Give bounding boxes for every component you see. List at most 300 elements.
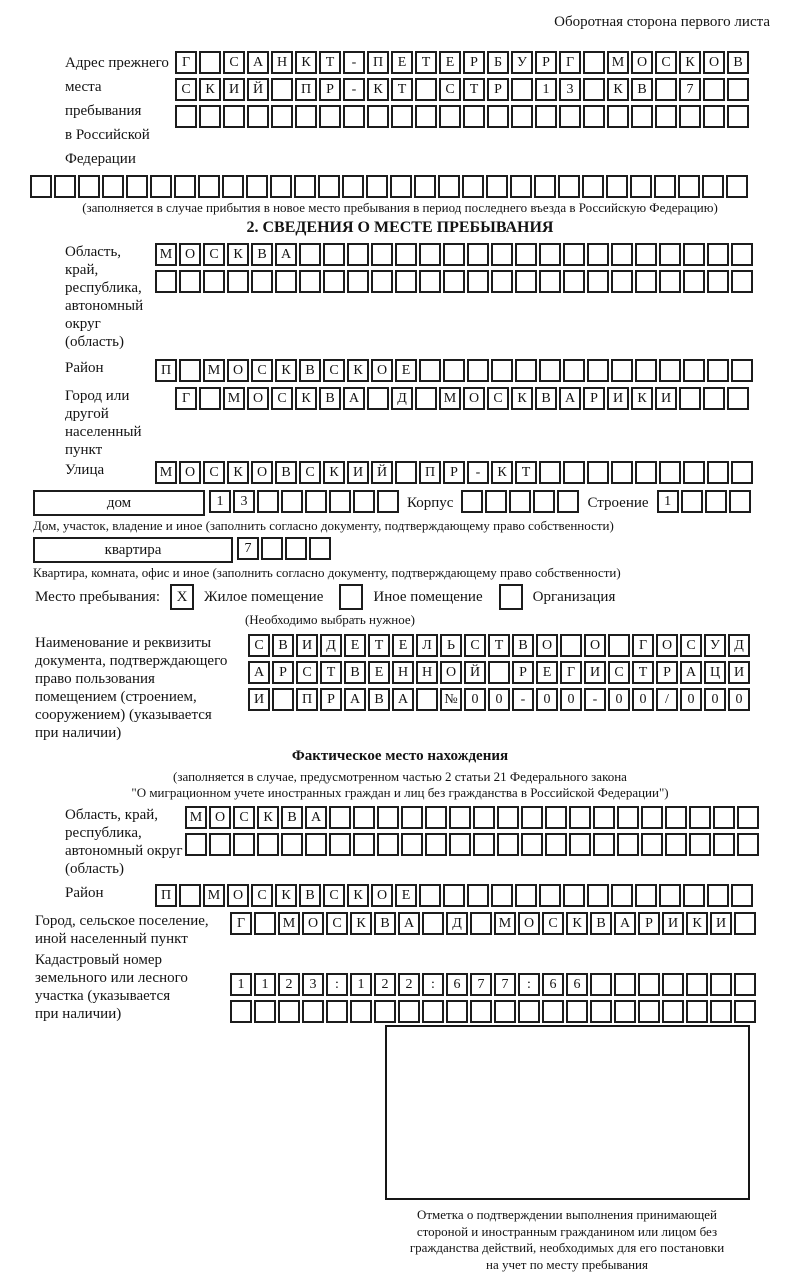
char-cell[interactable]: [659, 243, 681, 266]
char-cell[interactable]: У: [704, 634, 726, 657]
char-cell[interactable]: Г: [175, 387, 197, 410]
char-cell[interactable]: О: [703, 51, 725, 74]
char-cell[interactable]: [608, 634, 630, 657]
char-cell[interactable]: [563, 884, 585, 907]
char-cell[interactable]: [223, 105, 245, 128]
char-cell[interactable]: С: [323, 884, 345, 907]
char-cell[interactable]: В: [727, 51, 749, 74]
char-cell[interactable]: [353, 806, 375, 829]
char-cell[interactable]: [539, 359, 561, 382]
char-cell[interactable]: С: [296, 661, 318, 684]
char-cell[interactable]: С: [251, 359, 273, 382]
char-cell[interactable]: О: [209, 806, 231, 829]
char-cell[interactable]: 2: [398, 973, 420, 996]
char-cell[interactable]: [329, 833, 351, 856]
char-cell[interactable]: П: [155, 884, 177, 907]
char-cell[interactable]: С: [248, 634, 270, 657]
char-cell[interactable]: [353, 490, 375, 513]
char-cell[interactable]: М: [155, 243, 177, 266]
char-cell[interactable]: [299, 243, 321, 266]
char-cell[interactable]: [727, 78, 749, 101]
char-cell[interactable]: К: [631, 387, 653, 410]
char-cell[interactable]: Ь: [440, 634, 462, 657]
char-cell[interactable]: [515, 270, 537, 293]
char-cell[interactable]: И: [296, 634, 318, 657]
char-cell[interactable]: Р: [583, 387, 605, 410]
char-cell[interactable]: [635, 359, 657, 382]
char-cell[interactable]: [683, 461, 705, 484]
char-cell[interactable]: Р: [443, 461, 465, 484]
char-cell[interactable]: [209, 833, 231, 856]
char-cell[interactable]: В: [299, 359, 321, 382]
char-cell[interactable]: С: [175, 78, 197, 101]
char-cell[interactable]: С: [323, 359, 345, 382]
char-cell[interactable]: М: [203, 359, 225, 382]
char-cell[interactable]: Р: [319, 78, 341, 101]
char-cell[interactable]: [665, 833, 687, 856]
char-cell[interactable]: [488, 661, 510, 684]
char-cell[interactable]: [683, 243, 705, 266]
char-cell[interactable]: И: [584, 661, 606, 684]
char-cell[interactable]: [251, 270, 273, 293]
char-cell[interactable]: Р: [272, 661, 294, 684]
char-cell[interactable]: [734, 1000, 756, 1023]
char-cell[interactable]: [679, 387, 701, 410]
char-cell[interactable]: [563, 461, 585, 484]
char-cell[interactable]: 1: [350, 973, 372, 996]
char-cell[interactable]: [446, 1000, 468, 1023]
char-cell[interactable]: [659, 359, 681, 382]
char-cell[interactable]: И: [655, 387, 677, 410]
char-cell[interactable]: М: [494, 912, 516, 935]
char-cell[interactable]: Д: [320, 634, 342, 657]
char-cell[interactable]: :: [326, 973, 348, 996]
char-cell[interactable]: С: [439, 78, 461, 101]
char-cell[interactable]: Е: [392, 634, 414, 657]
char-cell[interactable]: [557, 490, 579, 513]
char-cell[interactable]: [326, 1000, 348, 1023]
char-cell[interactable]: [511, 105, 533, 128]
char-cell[interactable]: :: [422, 973, 444, 996]
char-cell[interactable]: [179, 884, 201, 907]
char-cell[interactable]: [631, 105, 653, 128]
char-cell[interactable]: С: [223, 51, 245, 74]
char-cell[interactable]: [569, 833, 591, 856]
char-cell[interactable]: [318, 175, 340, 198]
char-cell[interactable]: [271, 78, 293, 101]
char-cell[interactable]: Е: [391, 51, 413, 74]
char-cell[interactable]: К: [491, 461, 513, 484]
char-cell[interactable]: №: [440, 688, 462, 711]
char-cell[interactable]: [731, 461, 753, 484]
char-cell[interactable]: [582, 175, 604, 198]
char-cell[interactable]: [703, 105, 725, 128]
char-cell[interactable]: [179, 359, 201, 382]
char-cell[interactable]: 6: [566, 973, 588, 996]
char-cell[interactable]: [491, 359, 513, 382]
char-cell[interactable]: В: [512, 634, 534, 657]
char-cell[interactable]: [635, 884, 657, 907]
char-cell[interactable]: Д: [728, 634, 750, 657]
char-cell[interactable]: [302, 1000, 324, 1023]
char-cell[interactable]: Й: [247, 78, 269, 101]
char-cell[interactable]: К: [323, 461, 345, 484]
char-cell[interactable]: [559, 105, 581, 128]
char-cell[interactable]: [233, 833, 255, 856]
char-cell[interactable]: [278, 1000, 300, 1023]
char-cell[interactable]: Ц: [704, 661, 726, 684]
char-cell[interactable]: М: [439, 387, 461, 410]
char-cell[interactable]: П: [296, 688, 318, 711]
char-cell[interactable]: [415, 78, 437, 101]
char-cell[interactable]: [587, 461, 609, 484]
char-cell[interactable]: Т: [515, 461, 537, 484]
char-cell[interactable]: В: [275, 461, 297, 484]
char-cell[interactable]: 7: [237, 537, 259, 560]
char-cell[interactable]: [281, 490, 303, 513]
char-cell[interactable]: [638, 973, 660, 996]
char-cell[interactable]: К: [295, 387, 317, 410]
char-cell[interactable]: [511, 78, 533, 101]
char-cell[interactable]: Р: [656, 661, 678, 684]
char-cell[interactable]: [449, 833, 471, 856]
char-cell[interactable]: [305, 833, 327, 856]
char-cell[interactable]: 1: [535, 78, 557, 101]
char-cell[interactable]: :: [518, 973, 540, 996]
char-cell[interactable]: 7: [494, 973, 516, 996]
char-cell[interactable]: Д: [446, 912, 468, 935]
char-cell[interactable]: К: [679, 51, 701, 74]
char-cell[interactable]: Р: [512, 661, 534, 684]
char-cell[interactable]: [683, 270, 705, 293]
char-cell[interactable]: [542, 1000, 564, 1023]
char-cell[interactable]: П: [295, 78, 317, 101]
char-cell[interactable]: И: [223, 78, 245, 101]
char-cell[interactable]: [710, 973, 732, 996]
char-cell[interactable]: К: [347, 359, 369, 382]
char-cell[interactable]: [539, 270, 561, 293]
char-cell[interactable]: Т: [319, 51, 341, 74]
char-cell[interactable]: К: [350, 912, 372, 935]
char-cell[interactable]: [261, 537, 283, 560]
char-cell[interactable]: О: [302, 912, 324, 935]
char-cell[interactable]: К: [295, 51, 317, 74]
char-cell[interactable]: С: [608, 661, 630, 684]
char-cell[interactable]: [734, 912, 756, 935]
char-cell[interactable]: [593, 806, 615, 829]
char-cell[interactable]: [539, 884, 561, 907]
char-cell[interactable]: [329, 490, 351, 513]
char-cell[interactable]: -: [584, 688, 606, 711]
char-cell[interactable]: [707, 270, 729, 293]
char-cell[interactable]: А: [398, 912, 420, 935]
char-cell[interactable]: [515, 359, 537, 382]
char-cell[interactable]: И: [607, 387, 629, 410]
char-cell[interactable]: П: [367, 51, 389, 74]
char-cell[interactable]: [563, 243, 585, 266]
char-cell[interactable]: -: [512, 688, 534, 711]
char-cell[interactable]: [175, 105, 197, 128]
char-cell[interactable]: 0: [632, 688, 654, 711]
char-cell[interactable]: [563, 359, 585, 382]
char-cell[interactable]: [473, 833, 495, 856]
char-cell[interactable]: О: [247, 387, 269, 410]
char-cell[interactable]: Е: [395, 884, 417, 907]
char-cell[interactable]: [401, 833, 423, 856]
char-cell[interactable]: 1: [254, 973, 276, 996]
char-cell[interactable]: О: [227, 884, 249, 907]
char-cell[interactable]: О: [227, 359, 249, 382]
char-cell[interactable]: С: [680, 634, 702, 657]
char-cell[interactable]: О: [371, 359, 393, 382]
char-cell[interactable]: Е: [344, 634, 366, 657]
char-cell[interactable]: [350, 1000, 372, 1023]
char-cell[interactable]: 0: [536, 688, 558, 711]
char-cell[interactable]: [659, 884, 681, 907]
char-cell[interactable]: [377, 833, 399, 856]
char-cell[interactable]: [590, 1000, 612, 1023]
char-cell[interactable]: М: [155, 461, 177, 484]
char-cell[interactable]: [366, 175, 388, 198]
char-cell[interactable]: [491, 884, 513, 907]
char-cell[interactable]: В: [374, 912, 396, 935]
char-cell[interactable]: В: [251, 243, 273, 266]
char-cell[interactable]: 0: [728, 688, 750, 711]
char-cell[interactable]: [659, 270, 681, 293]
char-cell[interactable]: С: [326, 912, 348, 935]
char-cell[interactable]: Г: [560, 661, 582, 684]
char-cell[interactable]: [371, 270, 393, 293]
char-cell[interactable]: О: [518, 912, 540, 935]
char-cell[interactable]: [374, 1000, 396, 1023]
char-cell[interactable]: [462, 175, 484, 198]
char-cell[interactable]: 0: [560, 688, 582, 711]
char-cell[interactable]: [414, 175, 436, 198]
char-cell[interactable]: [443, 884, 465, 907]
char-cell[interactable]: [473, 806, 495, 829]
char-cell[interactable]: В: [535, 387, 557, 410]
char-cell[interactable]: [247, 105, 269, 128]
char-cell[interactable]: [467, 243, 489, 266]
char-cell[interactable]: М: [185, 806, 207, 829]
char-cell[interactable]: [491, 270, 513, 293]
char-cell[interactable]: 6: [542, 973, 564, 996]
char-cell[interactable]: [617, 833, 639, 856]
char-cell[interactable]: М: [607, 51, 629, 74]
char-cell[interactable]: С: [655, 51, 677, 74]
char-cell[interactable]: [606, 175, 628, 198]
char-cell[interactable]: [275, 270, 297, 293]
char-cell[interactable]: 0: [680, 688, 702, 711]
char-cell[interactable]: [367, 387, 389, 410]
char-cell[interactable]: Н: [392, 661, 414, 684]
char-cell[interactable]: О: [656, 634, 678, 657]
char-cell[interactable]: К: [511, 387, 533, 410]
char-cell[interactable]: [342, 175, 364, 198]
char-cell[interactable]: [713, 833, 735, 856]
stay-type-checkbox-organization[interactable]: [499, 584, 523, 610]
char-cell[interactable]: [401, 806, 423, 829]
char-cell[interactable]: [227, 270, 249, 293]
char-cell[interactable]: [102, 175, 124, 198]
char-cell[interactable]: 7: [679, 78, 701, 101]
char-cell[interactable]: [323, 243, 345, 266]
char-cell[interactable]: К: [227, 461, 249, 484]
char-cell[interactable]: [415, 387, 437, 410]
char-cell[interactable]: Г: [230, 912, 252, 935]
char-cell[interactable]: [535, 105, 557, 128]
char-cell[interactable]: [590, 973, 612, 996]
char-cell[interactable]: [545, 833, 567, 856]
char-cell[interactable]: Н: [271, 51, 293, 74]
char-cell[interactable]: [487, 105, 509, 128]
char-cell[interactable]: [419, 359, 441, 382]
char-cell[interactable]: М: [278, 912, 300, 935]
char-cell[interactable]: В: [590, 912, 612, 935]
char-cell[interactable]: К: [275, 359, 297, 382]
char-cell[interactable]: [271, 105, 293, 128]
char-cell[interactable]: А: [248, 661, 270, 684]
char-cell[interactable]: [587, 243, 609, 266]
char-cell[interactable]: [703, 78, 725, 101]
char-cell[interactable]: 1: [657, 490, 679, 513]
char-cell[interactable]: [583, 78, 605, 101]
char-cell[interactable]: [655, 78, 677, 101]
char-cell[interactable]: К: [257, 806, 279, 829]
char-cell[interactable]: [198, 175, 220, 198]
char-cell[interactable]: [655, 105, 677, 128]
char-cell[interactable]: [391, 105, 413, 128]
char-cell[interactable]: [272, 688, 294, 711]
char-cell[interactable]: 7: [470, 973, 492, 996]
char-cell[interactable]: [630, 175, 652, 198]
char-cell[interactable]: [635, 270, 657, 293]
char-cell[interactable]: С: [251, 884, 273, 907]
char-cell[interactable]: А: [559, 387, 581, 410]
char-cell[interactable]: [593, 833, 615, 856]
char-cell[interactable]: Р: [320, 688, 342, 711]
char-cell[interactable]: [371, 243, 393, 266]
char-cell[interactable]: [737, 833, 759, 856]
char-cell[interactable]: Й: [371, 461, 393, 484]
char-cell[interactable]: [569, 806, 591, 829]
char-cell[interactable]: [534, 175, 556, 198]
char-cell[interactable]: [611, 243, 633, 266]
char-cell[interactable]: [270, 175, 292, 198]
char-cell[interactable]: [678, 175, 700, 198]
char-cell[interactable]: [497, 833, 519, 856]
char-cell[interactable]: [611, 884, 633, 907]
char-cell[interactable]: [560, 634, 582, 657]
char-cell[interactable]: Т: [632, 661, 654, 684]
char-cell[interactable]: [461, 490, 483, 513]
char-cell[interactable]: [323, 270, 345, 293]
char-cell[interactable]: У: [511, 51, 533, 74]
char-cell[interactable]: [731, 270, 753, 293]
char-cell[interactable]: [281, 833, 303, 856]
char-cell[interactable]: [737, 806, 759, 829]
char-cell[interactable]: [611, 359, 633, 382]
char-cell[interactable]: [566, 1000, 588, 1023]
char-cell[interactable]: [285, 537, 307, 560]
char-cell[interactable]: [347, 270, 369, 293]
char-cell[interactable]: [419, 243, 441, 266]
char-cell[interactable]: [614, 973, 636, 996]
char-cell[interactable]: [707, 461, 729, 484]
char-cell[interactable]: М: [203, 884, 225, 907]
char-cell[interactable]: О: [251, 461, 273, 484]
char-cell[interactable]: [703, 387, 725, 410]
char-cell[interactable]: Е: [368, 661, 390, 684]
char-cell[interactable]: [702, 175, 724, 198]
char-cell[interactable]: И: [662, 912, 684, 935]
char-cell[interactable]: [662, 973, 684, 996]
char-cell[interactable]: [707, 884, 729, 907]
char-cell[interactable]: [558, 175, 580, 198]
char-cell[interactable]: 1: [209, 490, 231, 513]
char-cell[interactable]: Е: [439, 51, 461, 74]
char-cell[interactable]: [419, 270, 441, 293]
char-cell[interactable]: [390, 175, 412, 198]
char-cell[interactable]: Р: [535, 51, 557, 74]
char-cell[interactable]: [416, 688, 438, 711]
char-cell[interactable]: [443, 359, 465, 382]
char-cell[interactable]: 6: [446, 973, 468, 996]
char-cell[interactable]: [395, 270, 417, 293]
char-cell[interactable]: В: [281, 806, 303, 829]
char-cell[interactable]: [518, 1000, 540, 1023]
char-cell[interactable]: [185, 833, 207, 856]
char-cell[interactable]: Р: [463, 51, 485, 74]
char-cell[interactable]: [443, 243, 465, 266]
char-cell[interactable]: С: [542, 912, 564, 935]
char-cell[interactable]: Д: [391, 387, 413, 410]
char-cell[interactable]: [494, 1000, 516, 1023]
char-cell[interactable]: [422, 912, 444, 935]
char-cell[interactable]: А: [275, 243, 297, 266]
char-cell[interactable]: Б: [487, 51, 509, 74]
char-cell[interactable]: Т: [320, 661, 342, 684]
char-cell[interactable]: [294, 175, 316, 198]
char-cell[interactable]: [422, 1000, 444, 1023]
char-cell[interactable]: [641, 806, 663, 829]
char-cell[interactable]: [254, 1000, 276, 1023]
char-cell[interactable]: М: [223, 387, 245, 410]
char-cell[interactable]: /: [656, 688, 678, 711]
char-cell[interactable]: [727, 387, 749, 410]
char-cell[interactable]: [731, 243, 753, 266]
char-cell[interactable]: [731, 884, 753, 907]
char-cell[interactable]: -: [343, 51, 365, 74]
char-cell[interactable]: [533, 490, 555, 513]
char-cell[interactable]: 3: [233, 490, 255, 513]
char-cell[interactable]: [150, 175, 172, 198]
char-cell[interactable]: [509, 490, 531, 513]
char-cell[interactable]: [686, 1000, 708, 1023]
char-cell[interactable]: Е: [395, 359, 417, 382]
char-cell[interactable]: С: [233, 806, 255, 829]
char-cell[interactable]: Т: [415, 51, 437, 74]
char-cell[interactable]: [515, 243, 537, 266]
char-cell[interactable]: Й: [464, 661, 486, 684]
char-cell[interactable]: [587, 359, 609, 382]
char-cell[interactable]: И: [248, 688, 270, 711]
char-cell[interactable]: [731, 359, 753, 382]
char-cell[interactable]: [395, 243, 417, 266]
char-cell[interactable]: [734, 973, 756, 996]
char-cell[interactable]: [654, 175, 676, 198]
stay-type-checkbox-other-premises[interactable]: [339, 584, 363, 610]
